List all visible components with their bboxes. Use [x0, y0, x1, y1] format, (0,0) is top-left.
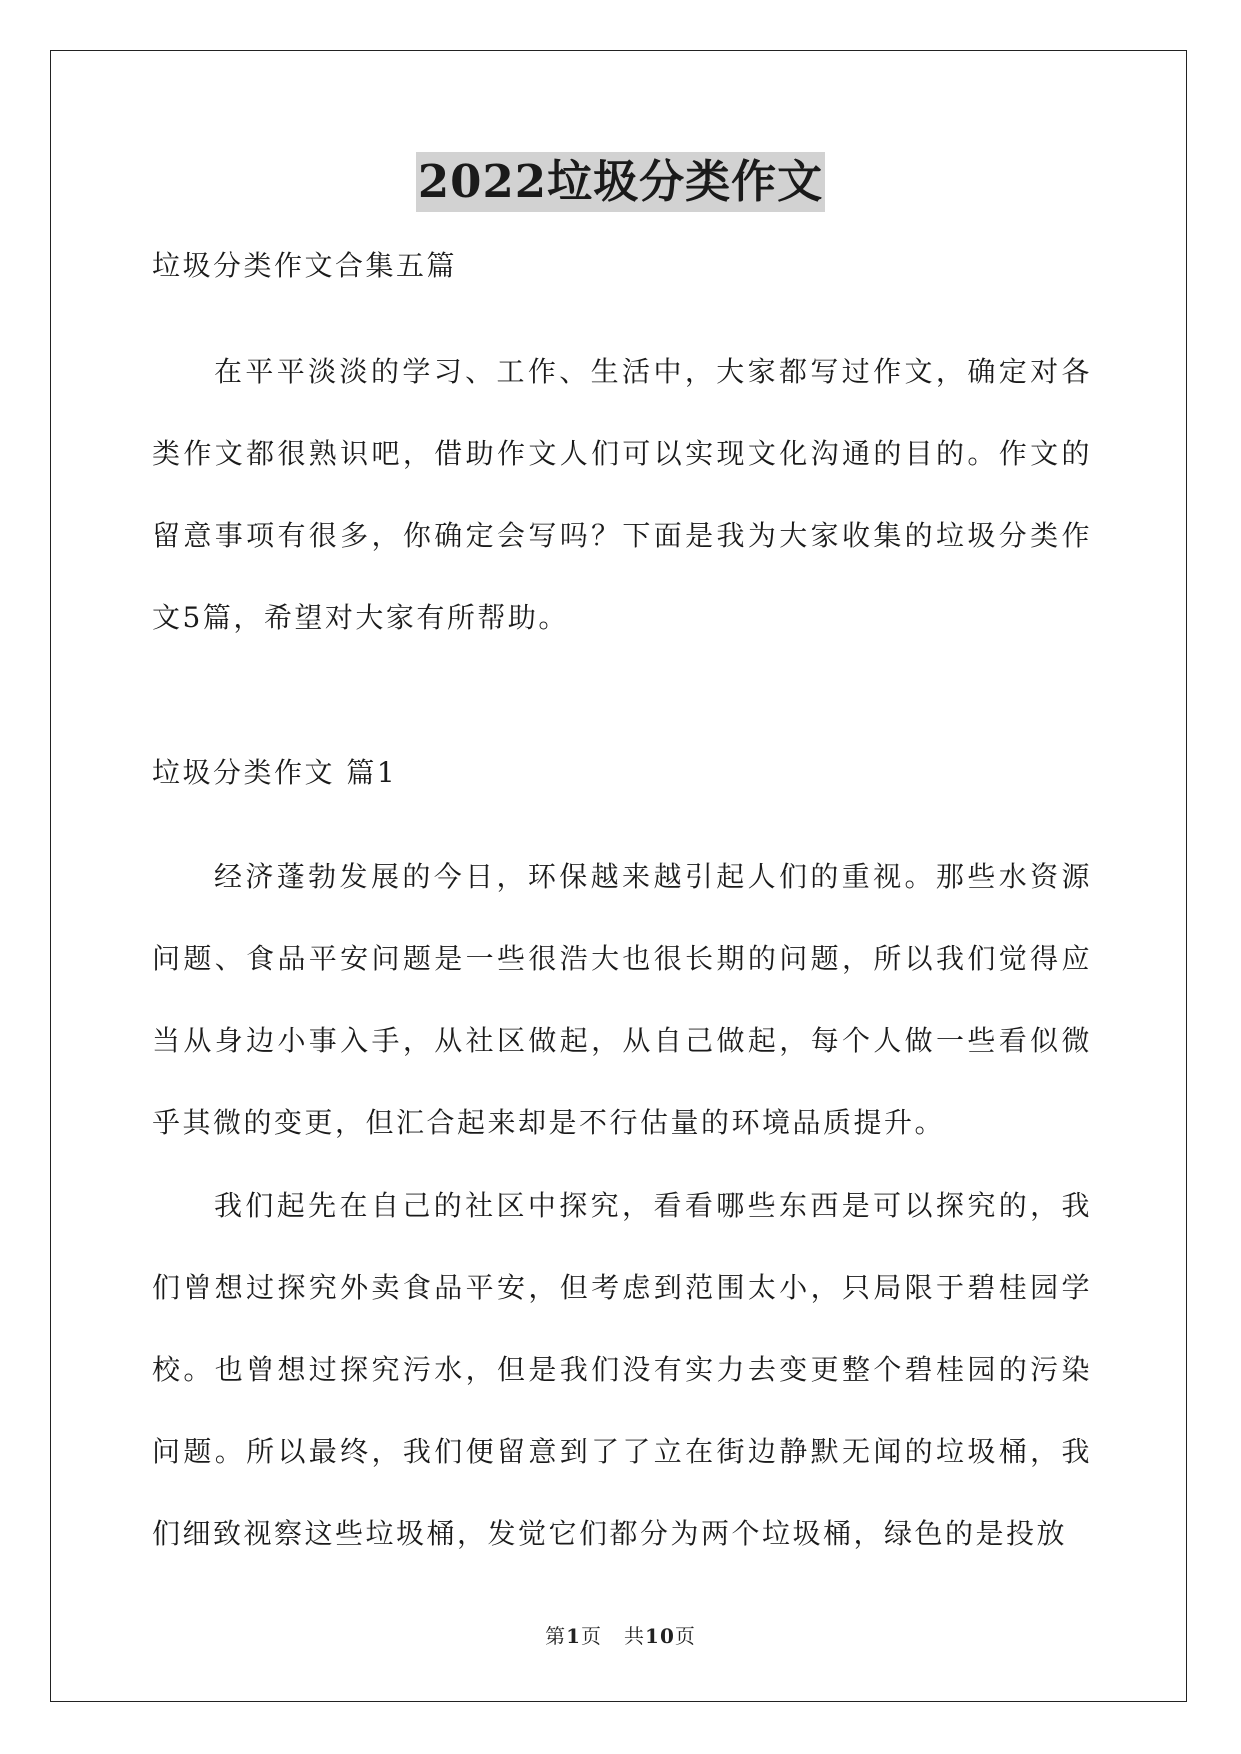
page-prefix: 第	[545, 1624, 567, 1648]
page-suffix: 页	[581, 1624, 603, 1648]
body-paragraph: 经济蓬勃发展的今日，环保越来越引起人们的重视。那些水资源问题、食品平安问题是一些很浩大也很长期的问题，所以我们觉得应当从身边小事入手，从社区做起，从自己做起，每个人做一些看似微乎其微的变更，但汇合起来却是不行估量的环境品质提升。	[152, 860, 1092, 1139]
total-suffix: 页	[674, 1624, 696, 1648]
intro-paragraph: 在平平淡淡的学习、工作、生活中，大家都写过作文，确定对各类作文都很熟识吧，借助作文人们可以实现文化沟通的目的。作文的留意事项有很多，你确定会写吗？下面是我为大家收集的垃圾分类作文5篇，希望对大家有所帮助。	[152, 355, 1092, 634]
document-subtitle: 垃圾分类作文合集五篇	[152, 249, 458, 282]
page-number: 1	[566, 1624, 582, 1648]
section-heading: 垃圾分类作文 篇1	[152, 756, 398, 789]
total-pages: 10	[645, 1624, 675, 1648]
body-paragraph: 我们起先在自己的社区中探究，看看哪些东西是可以探究的，我们曾想过探究外卖食品平安，但考虑到范围太小，只局限于碧桂园学校。也曾想过探究污水，但是我们没有实力去变更整个碧桂园的污染问题。所以最终，我们便留意到了了立在街边静默无闻的垃圾桶，我们细致视察这些垃圾桶，发觉它们都分为两个垃圾桶，绿色的是投放	[152, 1189, 1092, 1550]
title-container	[0, 152, 1241, 212]
page-footer	[0, 1620, 1241, 1649]
document-title: 2022垃圾分类作文	[416, 152, 825, 212]
total-prefix: 共	[624, 1624, 646, 1648]
